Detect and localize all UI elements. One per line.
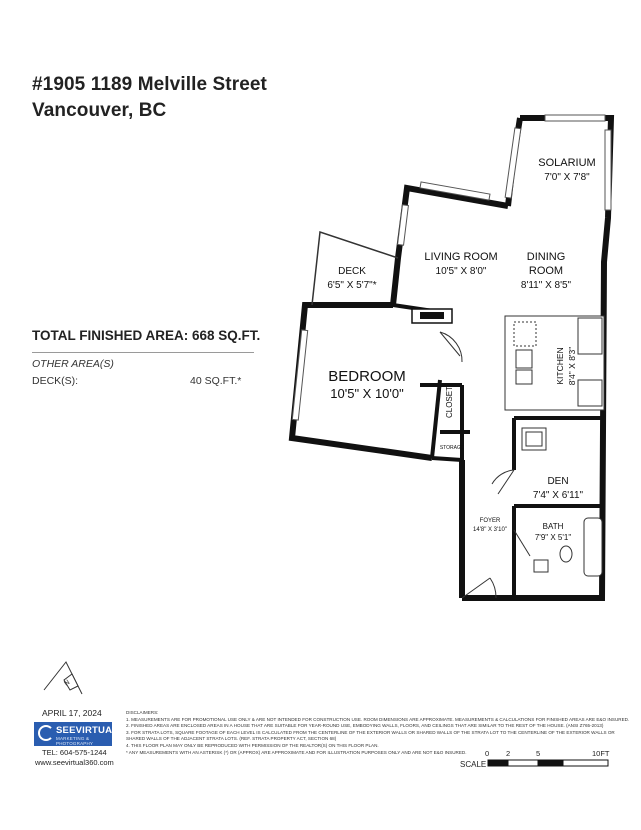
deck-area-label: DECK(S): — [32, 375, 79, 387]
living-room-label: LIVING ROOM — [424, 251, 498, 263]
total-finished-area: TOTAL FINISHED AREA: 668 SQ.FT. — [32, 328, 261, 343]
compass-label: N — [63, 679, 72, 688]
dining-room-label-2: ROOM — [528, 265, 564, 277]
scale-tick-10: 10FT — [592, 749, 610, 758]
bedroom-label: BEDROOM — [328, 368, 406, 385]
company-phone: TEL: 604-575-1244 — [42, 748, 107, 757]
address-line-2: Vancouver, BC — [32, 100, 167, 121]
deck-label: DECK — [338, 266, 366, 277]
scale-tick-0: 0 — [485, 749, 490, 758]
scale-tick-2: 2 — [506, 749, 511, 758]
company-logo — [34, 722, 119, 746]
dining-room-dims: 8'11" X 8'5" — [520, 280, 572, 291]
scale-tick-5: 5 — [536, 749, 541, 758]
storage-label: STORAGE — [439, 445, 465, 451]
bath-label: BATH — [542, 522, 564, 531]
closet-label: CLOSET — [445, 385, 454, 419]
kitchen-label: KITCHEN — [555, 347, 565, 385]
appliances — [522, 428, 602, 576]
foyer-label: FOYER — [479, 518, 501, 524]
den-dims: 7'4" X 6'11" — [532, 490, 584, 501]
dining-room-label-1: DINING — [526, 251, 566, 263]
company-name: SEEVIRTUAL — [56, 725, 119, 736]
disclaimer-line: 1. MEASUREMENTS ARE FOR PROMOTIONAL USE ONLY & ARE NOT INTENDED FOR CONSTRUCTION USE. ROOM DIMENSIONS ARE APPROXIMATE. MEASUREMENTS & CALCULATIONS FOR FINISHED AREAS ARE E&O INSURED. — [126, 716, 630, 722]
disclaimer-line: 3. FOR STRATA LOTS, SQUARE FOOTAGE OF EACH LEVEL IS CALCULATED FROM THE CENTERLINE OF THE EXTERIOR WALLS OR SHARED WALLS OF THE STRATA LOT TO THE CENTERLINE OF THE EXTERIOR WALLS OR — [126, 729, 615, 735]
den-label: DEN — [547, 476, 569, 487]
company-tagline: MARKETING & PHOTOGRAPHY — [56, 736, 94, 746]
logo-swirl-icon — [38, 725, 54, 741]
north-compass-icon — [44, 662, 82, 694]
plan-date: APRIL 17, 2024 — [42, 708, 102, 718]
disclaimer-line: * ANY MEASUREMENTS WITH AN ASTERISK (*) OR (APPROX) ARE APPROXIMATE AND FOR ILLUSTRATION PURPOSES ONLY AND ARE NOT E&O INSURED. — [126, 749, 467, 755]
disclaimer-heading: DISCLAIMERS: — [126, 710, 159, 715]
scale-label: SCALE — [460, 760, 487, 769]
scale-bar — [488, 760, 608, 766]
address-line-1: #1905 1189 Melville Street — [32, 74, 267, 95]
disclaimer-line: 2. FINISHED AREAS ARE ENCLOSED AREAS IN A HOUSE THAT ARE SUITABLE FOR YEAR-ROUND USE, EMBODYING WALLS, FLOORS, AND CEILINGS THAT ARE SIMILAR TO THE REST OF THE HOUSE. (ANSI Z765-2013) — [126, 723, 604, 729]
disclaimer-line: SHARED WALLS OF THE ADJACENT STRATA LOTS. (REF. STRATA PROPERTY ACT, SECTION 68) — [126, 736, 337, 742]
living-room-dims: 10'5" X 8'0" — [435, 266, 487, 277]
deck-area-value: 40 SQ.FT.* — [190, 375, 242, 387]
solarium-dims: 7'0" X 7'8" — [544, 172, 590, 183]
other-areas-heading: OTHER AREA(S) — [32, 358, 114, 370]
foyer-dims: 14'8" X 3'10" — [473, 527, 507, 533]
bedroom-dims: 10'5" X 10'0" — [330, 386, 404, 401]
disclaimer-line: 4. THIS FLOOR PLAN MAY ONLY BE REPRODUCED WITH PERMISSION OF THE REALTOR(S) ON THIS FLOOR PLAN. — [126, 742, 379, 748]
deck-dims: 6'5" X 5'7"* — [327, 280, 377, 291]
company-website[interactable]: www.seevirtual360.com — [35, 758, 114, 767]
kitchen-dims: 8'4" X 8'3" — [567, 346, 577, 386]
bath-dims: 7'9" X 5'1" — [534, 533, 572, 542]
solarium-label: SOLARIUM — [538, 157, 596, 169]
